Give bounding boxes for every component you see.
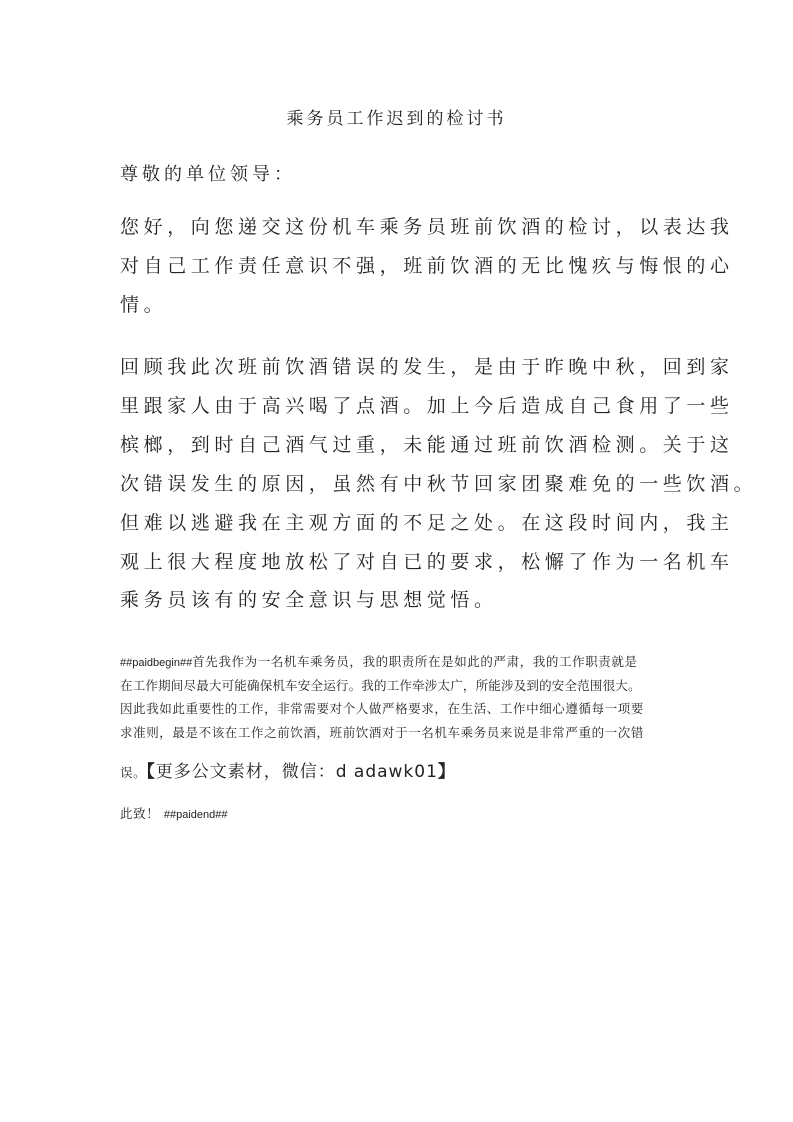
- promo-close-bracket: 】: [437, 762, 456, 782]
- paid-begin-marker: ##paidbegin##: [120, 657, 193, 669]
- paragraph-line: 乘务员该有的安全意识与思想觉悟。: [120, 589, 498, 611]
- closing-text: 此致！: [120, 806, 160, 821]
- last-line-prefix: 误。: [120, 765, 147, 780]
- paid-line-text: 首先我作为一名机车乘务员，我的职责所在是如此的严肃，我的工作职责就是: [192, 654, 638, 669]
- paragraph-line: 回顾我此次班前饮酒错误的发生，是由于昨晚中秋，回到家: [120, 356, 734, 378]
- promo-line: [120, 757, 456, 782]
- paragraph-line: 但难以逃避我在主观方面的不足之处。在这段时间内，我主: [120, 512, 734, 534]
- paid-line: 求准则，最是不该在工作之前饮酒，班前饮酒对于一名机车乘务员来说是非常严重的一次错: [120, 725, 645, 740]
- paid-line: 在工作期间尽最大可能确保机车安全运行。我的工作牵涉太广，所能涉及到的安全范围很大。: [120, 678, 641, 693]
- paid-line: [120, 652, 638, 670]
- closing-line: [120, 804, 228, 822]
- paragraph-line: 您好，向您递交这份机车乘务员班前饮酒的检讨，以表达我: [120, 216, 734, 238]
- promo-text: 更多公文素材，微信：d adawk01: [155, 762, 438, 782]
- paragraph-line: 槟榔，到时自己酒气过重，未能通过班前饮酒检测。关于这: [120, 434, 734, 456]
- promo-open-bracket: 【: [146, 762, 156, 782]
- paragraph-line: 观上很大程度地放松了对自已的要求，松懈了作为一名机车: [120, 551, 734, 573]
- paragraph-line: 里跟家人由于高兴喝了点酒。加上今后造成自己食用了一些: [120, 395, 734, 417]
- paid-line: 因此我如此重要性的工作，非常需要对个人做严格要求，在生活、工作中细心遵循每一项要: [120, 701, 645, 716]
- paragraph-line: 次错误发生的原因，虽然有中秋节回家团聚难免的一些饮酒。: [120, 473, 758, 495]
- greeting: 尊敬的单位领导：: [120, 164, 296, 185]
- paid-end-marker: ##paidend##: [163, 809, 228, 821]
- paragraph-line: 情。: [120, 294, 168, 316]
- paragraph-line: 对自己工作责任意识不强，班前饮酒的无比愧疚与悔恨的心: [120, 255, 734, 277]
- document-title: 乘务员工作迟到的检讨书: [286, 109, 507, 129]
